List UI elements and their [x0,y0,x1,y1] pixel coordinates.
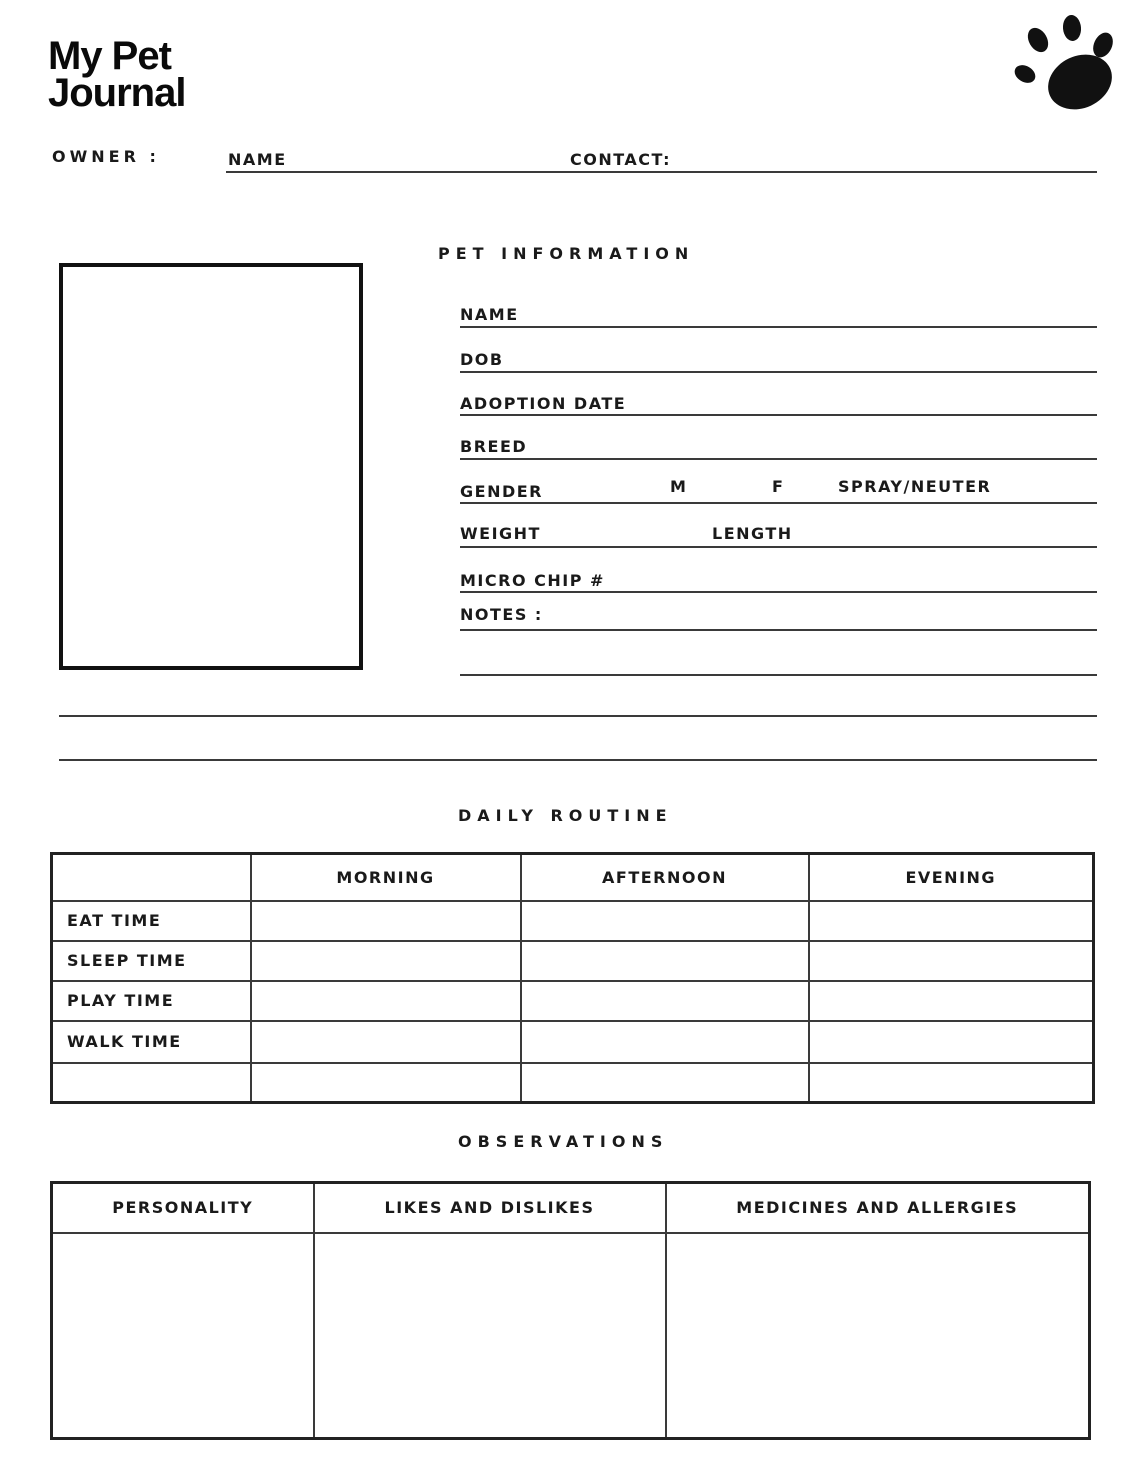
owner-label: OWNER : [52,147,160,166]
adoption-date-label: ADOPTION DATE [460,394,627,413]
obs-cell-medicines-allergies[interactable] [666,1233,1090,1439]
routine-row-walk-time: WALK TIME [52,1021,251,1063]
daily-routine-heading: DAILY ROUTINE [458,806,673,825]
routine-col-afternoon: AFTERNOON [521,854,809,901]
length-label: LENGTH [712,524,793,543]
observations-header-row [52,1183,1090,1233]
routine-header-row [52,854,1094,901]
routine-cell[interactable] [251,1063,521,1103]
table-row [52,981,1094,1021]
gender-line[interactable] [460,502,1097,504]
routine-cell[interactable] [809,1021,1094,1063]
pet-name-line[interactable] [460,326,1097,328]
routine-cell[interactable] [521,941,809,981]
notes-line-1[interactable] [460,629,1097,631]
routine-row-play-time: PLAY TIME [52,981,251,1021]
breed-label: BREED [460,437,528,456]
gender-label: GENDER [460,482,543,501]
routine-row-sleep-time: SLEEP TIME [52,941,251,981]
table-row [52,1233,1090,1439]
obs-cell-personality[interactable] [52,1233,314,1439]
obs-cell-likes-dislikes[interactable] [314,1233,666,1439]
gender-m-option[interactable]: M [670,477,688,496]
routine-col-morning: MORNING [251,854,521,901]
notes-label: NOTES : [460,605,543,624]
routine-cell[interactable] [809,981,1094,1021]
title-line-1: My Pet [48,34,171,78]
weight-label: WEIGHT [460,524,541,543]
routine-cell[interactable] [521,901,809,941]
gender-f-option[interactable]: F [772,477,785,496]
routine-cell[interactable] [809,941,1094,981]
routine-col-evening: EVENING [809,854,1094,901]
notes-line-4[interactable] [59,759,1097,761]
routine-cell[interactable] [521,1063,809,1103]
routine-cell[interactable] [521,981,809,1021]
dob-label: DOB [460,350,504,369]
routine-cell[interactable] [251,901,521,941]
obs-col-personality: PERSONALITY [52,1183,314,1233]
journal-title [48,34,248,115]
observations-heading: OBSERVATIONS [458,1132,669,1151]
notes-line-2[interactable] [460,674,1097,676]
adoption-date-line[interactable] [460,414,1097,416]
obs-col-likes-dislikes: LIKES AND DISLIKES [314,1183,666,1233]
table-row [52,901,1094,941]
routine-cell[interactable] [521,1021,809,1063]
micro-chip-label: MICRO CHIP # [460,571,605,590]
routine-row-eat-time: EAT TIME [52,901,251,941]
dob-line[interactable] [460,371,1097,373]
table-row [52,1063,1094,1103]
pet-information-heading: PET INFORMATION [438,244,695,263]
pet-photo-box[interactable] [59,263,363,670]
routine-cell[interactable] [809,1063,1094,1103]
title-line-2: Journal [48,71,186,115]
owner-fill-line[interactable] [226,171,1097,173]
owner-name-label: NAME [228,150,287,169]
micro-chip-line[interactable] [460,591,1097,593]
table-row [52,941,1094,981]
routine-cell[interactable] [809,901,1094,941]
paw-print-icon [1010,12,1122,112]
routine-cell[interactable] [251,941,521,981]
weight-length-line[interactable] [460,546,1097,548]
observations-table [50,1181,1091,1440]
routine-cell[interactable] [251,981,521,1021]
routine-cell[interactable] [52,1063,251,1103]
routine-cell[interactable] [251,1021,521,1063]
pet-name-label: NAME [460,305,519,324]
table-row [52,1021,1094,1063]
notes-line-3[interactable] [59,715,1097,717]
daily-routine-table [50,852,1095,1104]
breed-line[interactable] [460,458,1097,460]
routine-corner-cell [52,854,251,901]
obs-col-medicines-allergies: MEDICINES AND ALLERGIES [666,1183,1090,1233]
spray-neuter-label: SPRAY/NEUTER [838,477,992,496]
owner-contact-label: CONTACT: [570,150,671,169]
